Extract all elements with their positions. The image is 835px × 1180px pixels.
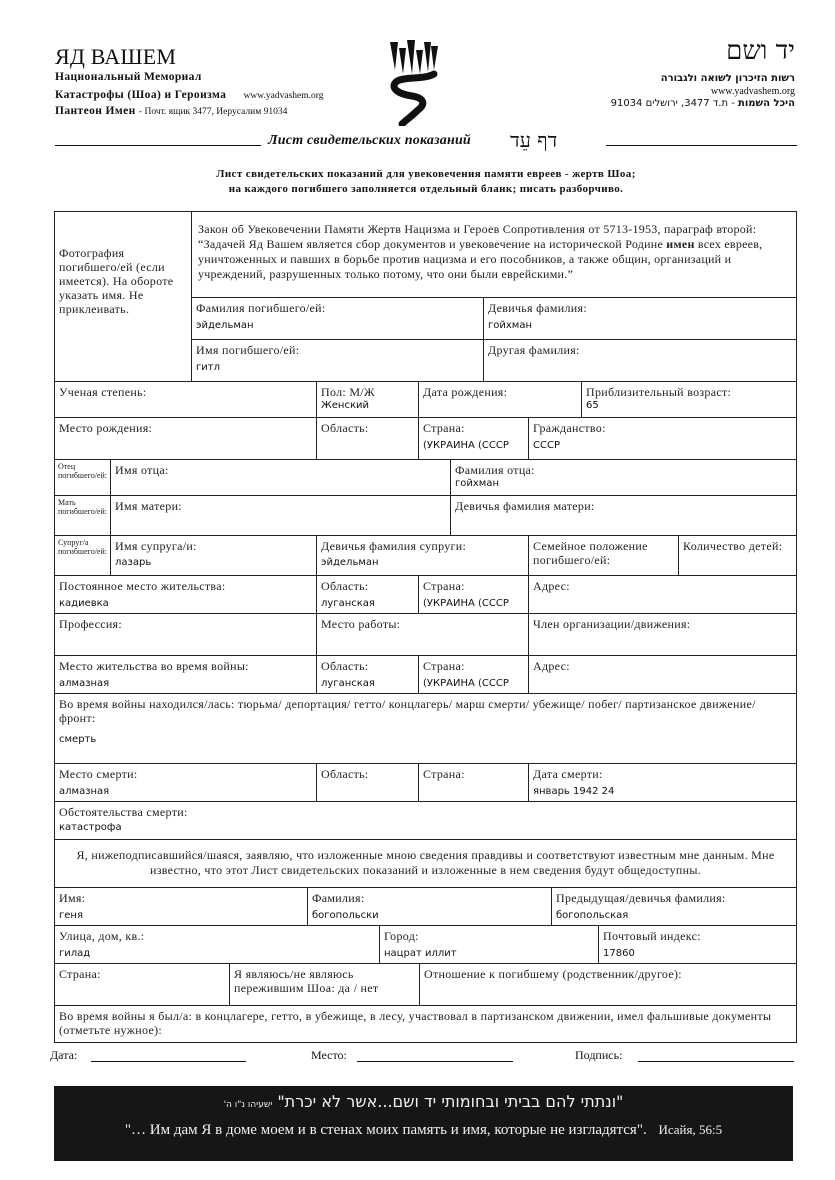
authority-he: רשות הזיכרון לשואה ולגבורה <box>660 73 795 84</box>
submitter-first-name-value: геня <box>59 910 83 921</box>
residence-field[interactable] <box>55 576 317 614</box>
subtitle-line3: Пантеон Имен <box>55 105 136 117</box>
form-title-ru: Лист свидетельских показаний <box>268 133 471 148</box>
gender-label: Пол: М/Ж <box>321 385 375 399</box>
spouse-side-text: Супруг/а погибшего/ей: <box>58 538 107 556</box>
birth-region-label: Область: <box>321 421 369 435</box>
victim-surname-label: Фамилия погибшего/ей: <box>196 301 326 315</box>
declaration <box>55 840 797 888</box>
mother-side-label <box>55 496 111 536</box>
submitter-surname-value: богопольски <box>312 910 379 921</box>
birth-place-field[interactable] <box>55 418 317 460</box>
marital-status-field[interactable] <box>529 536 679 576</box>
birth-date-field[interactable] <box>419 382 582 418</box>
submitter-postal-code-value: 17860 <box>603 948 635 959</box>
children-count-label: Количество детей: <box>683 539 783 553</box>
death-date-value: январь 1942 24 <box>533 786 615 797</box>
address-he: - ת.ד 3477, ירושלים 91034 <box>610 98 735 109</box>
place-label: Место: <box>311 1048 347 1062</box>
spouse-maiden-name-label: Девичья фамилия супруги: <box>321 539 467 553</box>
death-date-label: Дата смерти: <box>533 767 603 781</box>
residence-country-field[interactable] <box>419 576 529 614</box>
victim-maiden-name-label: Девичья фамилия: <box>488 301 587 315</box>
father-surname-label: Фамилия отца: <box>455 463 535 477</box>
residence-address-label: Адрес: <box>533 579 570 593</box>
date-label: Дата: <box>50 1048 78 1062</box>
signature-label: Подпись: <box>575 1048 623 1062</box>
residence-region-label: Область: <box>321 579 369 593</box>
footer-quote-he: "ונתתי להם בביתי ובחומותי יד ושם...אשר לא יכרת" <box>277 1092 624 1111</box>
submitter-surname-field[interactable] <box>308 888 552 926</box>
subtitle-line2: Катастрофы (Шоа) и Героизма <box>55 89 227 101</box>
footer-quote-banner <box>54 1086 793 1161</box>
testimony-form <box>54 211 797 1043</box>
spouse-first-name-field[interactable] <box>111 536 317 576</box>
wartime-status-label: Во время войны находился/лась: тюрьма/ депортация/ гетто/ концлагерь/ марш смерти/ убежище/ побег/ партизанское движение/фронт: <box>59 697 756 725</box>
title-rule-left <box>55 145 261 146</box>
degree-label: Ученая степень: <box>59 385 147 399</box>
spouse-maiden-name-value: эйдельман <box>321 557 379 568</box>
law-part2: всех евреев, уничтоженных и павших в борьбе против нацизма и его пособников, а также общин, организаций и учреждений, разрушенных только потому, что они были еврейскими.” <box>198 237 763 281</box>
victim-maiden-name-field[interactable] <box>484 298 797 340</box>
website-right: www.yadvashem.org <box>710 86 795 97</box>
intro-line2: на каждого погибшего заполняется отдельный бланк; писать разборчиво. <box>228 183 624 195</box>
declaration-text: Я, нижеподписавшийся/шаяся, заявляю, что изложенные мною сведения правдивы и соответствуют известным мне данным. Мне известно, что этот Лист свидетельских показаний и изложенные в нем сведения будут общедоступны. <box>76 848 775 877</box>
relationship-field[interactable] <box>420 964 797 1006</box>
org-name-he: יד ושם <box>726 36 795 66</box>
relationship-label: Отношение к погибшему (родственник/другое): <box>424 967 682 981</box>
spouse-maiden-name-field[interactable] <box>317 536 529 576</box>
website-left: www.yadvashem.org <box>243 91 324 101</box>
footer-ref-ru: Исайя, 56:5 <box>658 1122 723 1137</box>
signature-input-line[interactable] <box>638 1061 794 1062</box>
spouse-first-name-value: лазарь <box>115 557 152 568</box>
submitter-postal-code-label: Почтовый индекс: <box>603 929 701 943</box>
address-ru: - Почт. ящик 3477, Иерусалим 91034 <box>138 107 288 117</box>
law-bold-word: имен <box>666 237 695 251</box>
photo-box[interactable] <box>55 212 192 382</box>
subtitle-line3-row <box>55 105 287 117</box>
address-he-row <box>611 98 795 109</box>
mother-first-name-field[interactable] <box>111 496 451 536</box>
death-place-field[interactable] <box>55 764 317 802</box>
wartime-address-field[interactable] <box>529 656 797 694</box>
subtitle-line2-row <box>55 89 324 101</box>
residence-address-field[interactable] <box>529 576 797 614</box>
mother-maiden-name-field[interactable] <box>451 496 797 536</box>
wartime-address-label: Адрес: <box>533 659 570 673</box>
death-place-label: Место смерти: <box>59 767 138 781</box>
mother-first-name-label: Имя матери: <box>115 499 182 513</box>
citizenship-value: СССР <box>533 440 560 451</box>
membership-label: Член организации/движения: <box>533 617 691 631</box>
law-part1: Закон об Увековечении Памяти Жертв Нацизма и Героев Сопротивления от 5713-1953, параграф второй: “Задачей Яд Вашем является сбор документов и увековечение на исторической Родине <box>198 222 757 251</box>
father-surname-field[interactable] <box>451 460 797 496</box>
birth-country-label: Страна: <box>423 421 465 435</box>
subtitle-line1: Национальный Мемориал <box>55 71 202 83</box>
spouse-first-name-label: Имя супруга/и: <box>115 539 197 553</box>
submitter-wartime-label: Во время войны я был/а: в концлагере, гетто, в убежище, в лесу, участвовал в партизанском движении, имел фальшивые документы (отметьте нужное): <box>59 1009 772 1037</box>
law-text <box>192 212 797 298</box>
children-count-field[interactable] <box>679 536 797 576</box>
mother-side-text: Мать погибшего/ей: <box>58 498 107 516</box>
citizenship-field[interactable] <box>529 418 797 460</box>
title-rule-right <box>606 145 797 146</box>
submitter-previous-surname-label: Предыдущая/девичья фамилия: <box>556 891 726 905</box>
spouse-side-label <box>55 536 111 576</box>
submitter-street-value: гилад <box>59 948 91 959</box>
gender-value: Женский <box>321 400 369 411</box>
death-place-value: алмазная <box>59 786 110 797</box>
footer-quote-he-row <box>54 1092 793 1111</box>
birth-region-field[interactable] <box>317 418 419 460</box>
wartime-residence-label: Место жительства во время войны: <box>59 659 249 673</box>
victim-other-surname-field[interactable] <box>484 340 797 382</box>
wartime-country-field[interactable] <box>419 656 529 694</box>
intro-line1: Лист свидетельских показаний для увековечения памяти евреев - жертв Шоа; <box>216 168 636 180</box>
approx-age-value: 65 <box>586 400 599 411</box>
wartime-country-value: (УКРАИНА (СССР <box>423 678 509 689</box>
death-region-label: Область: <box>321 767 369 781</box>
father-first-name-label: Имя отца: <box>115 463 169 477</box>
death-circumstances-field[interactable] <box>55 802 797 840</box>
birth-country-field[interactable] <box>419 418 529 460</box>
victim-first-name-label: Имя погибшего/ей: <box>196 343 300 357</box>
submitter-previous-surname-value: богопольская <box>556 910 629 921</box>
approx-age-field[interactable] <box>582 382 797 418</box>
org-name-ru: ЯД ВАШЕМ <box>55 44 177 69</box>
wartime-status-field[interactable] <box>55 694 797 764</box>
submitter-surname-label: Фамилия: <box>312 891 365 905</box>
citizenship-label: Гражданство: <box>533 421 606 435</box>
victim-other-surname-label: Другая фамилия: <box>488 343 580 357</box>
workplace-field[interactable] <box>317 614 529 656</box>
hall-of-names-he: היכל השמות <box>738 98 795 109</box>
submitter-wartime-field[interactable] <box>55 1006 797 1043</box>
wartime-residence-field[interactable] <box>55 656 317 694</box>
wartime-country-label: Страна: <box>423 659 465 673</box>
form-title-he: דף עֵד <box>510 128 558 152</box>
approx-age-label: Приблизительный возраст: <box>586 385 732 399</box>
birth-date-label: Дата рождения: <box>423 385 508 399</box>
death-country-label: Страна: <box>423 767 465 781</box>
father-surname-value: гойхман <box>455 478 499 489</box>
footer-quote-ru: "… Им дам Я в доме моем и в стенах моих память и имя, которые не изгладятся". <box>124 1122 647 1138</box>
submitter-postal-code-field[interactable] <box>599 926 797 964</box>
residence-region-value: луганская <box>321 598 375 609</box>
birth-country-value: (УКРАИНА (СССР <box>423 440 509 451</box>
gender-field[interactable] <box>317 382 419 418</box>
submitter-city-field[interactable] <box>380 926 599 964</box>
wartime-region-field[interactable] <box>317 656 419 694</box>
residence-region-field[interactable] <box>317 576 419 614</box>
survivor-field[interactable] <box>230 964 420 1006</box>
death-circumstances-value: катастрофа <box>59 822 122 833</box>
residence-label: Постоянное место жительства: <box>59 579 226 593</box>
photo-instructions: Фотография погибшего/ей (если имеется). На обороте указать имя. Не приклеивать. <box>59 246 174 316</box>
wartime-status-value: смерть <box>59 734 97 745</box>
victim-surname-field[interactable] <box>192 298 484 340</box>
submitter-previous-surname-field[interactable] <box>552 888 797 926</box>
menorah-logo-icon <box>388 38 438 126</box>
wartime-residence-value: алмазная <box>59 678 110 689</box>
form-intro <box>55 167 797 197</box>
submitter-street-label: Улица, дом, кв.: <box>59 929 145 943</box>
footer-ref-he: ישעיהו נ"ו ה' <box>223 1100 273 1110</box>
victim-maiden-name-value: гойхман <box>488 320 532 331</box>
wartime-region-label: Область: <box>321 659 369 673</box>
submitter-country-field[interactable] <box>55 964 230 1006</box>
workplace-label: Место работы: <box>321 617 401 631</box>
birth-place-label: Место рождения: <box>59 421 153 435</box>
place-input-line[interactable] <box>357 1061 513 1062</box>
membership-field[interactable] <box>529 614 797 656</box>
death-circumstances-label: Обстоятельства смерти: <box>59 805 188 819</box>
death-date-field[interactable] <box>529 764 797 802</box>
victim-first-name-value: гитл <box>196 362 220 373</box>
residence-country-label: Страна: <box>423 579 465 593</box>
profession-field[interactable] <box>55 614 317 656</box>
date-input-line[interactable] <box>91 1061 246 1062</box>
law-paragraph <box>198 222 790 282</box>
submitter-country-label: Страна: <box>59 967 101 981</box>
submitter-city-label: Город: <box>384 929 419 943</box>
submitter-city-value: нацрат иллит <box>384 948 457 959</box>
death-country-field[interactable] <box>419 764 529 802</box>
wartime-region-value: луганская <box>321 678 375 689</box>
residence-country-value: (УКРАИНА (СССР <box>423 598 509 609</box>
mother-maiden-name-label: Девичья фамилия матери: <box>455 499 595 513</box>
father-first-name-field[interactable] <box>111 460 451 496</box>
submitter-first-name-label: Имя: <box>59 891 86 905</box>
marital-status-label: Семейное положение погибшего/ей: <box>533 539 648 567</box>
victim-first-name-field[interactable] <box>192 340 484 382</box>
profession-label: Профессия: <box>59 617 122 631</box>
father-side-text: Отец погибшего/ей: <box>58 462 107 480</box>
survivor-label: Я являюсь/не являюсь пережившим Шоа: да / нет <box>234 967 379 995</box>
submitter-street-field[interactable] <box>55 926 380 964</box>
death-region-field[interactable] <box>317 764 419 802</box>
degree-field[interactable] <box>55 382 317 418</box>
submitter-first-name-field[interactable] <box>55 888 308 926</box>
form-title-row <box>55 128 797 156</box>
father-side-label <box>55 460 111 496</box>
victim-surname-value: эйдельман <box>196 320 254 331</box>
footer-quote-ru-row <box>54 1122 793 1139</box>
residence-value: кадиевка <box>59 598 109 609</box>
